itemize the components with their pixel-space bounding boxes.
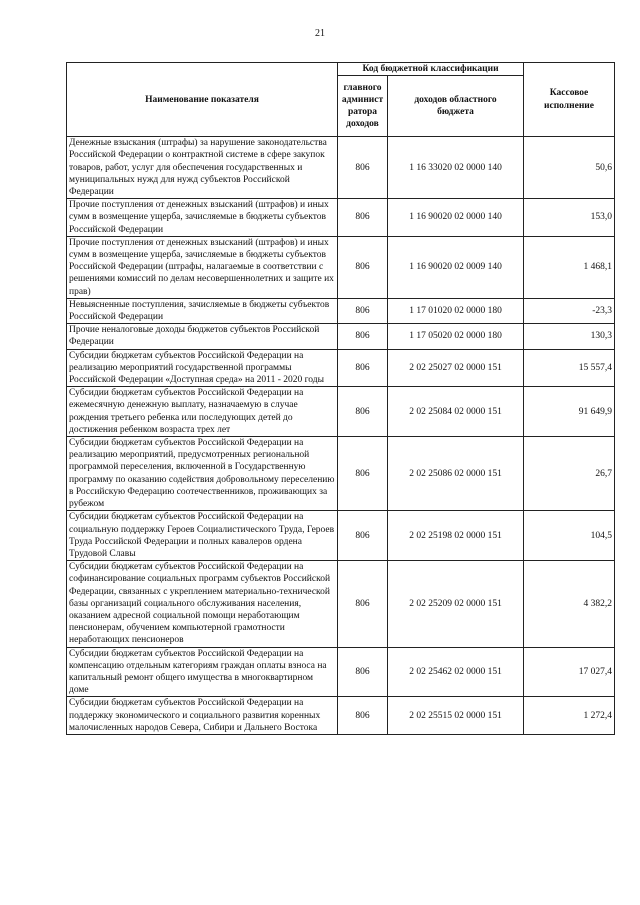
indicator-name-cell: Денежные взыскания (штрафы) за нарушение законодательства Российской Федерации о контрактной системе в сфере закупок товаров, работ, услуг для обеспечения государственных и муниципальных нужд для нужд субъектов Российской Федерации (67, 137, 338, 199)
revenue-code-cell: 1 17 01020 02 0000 180 (388, 298, 524, 323)
revenue-code-cell: 2 02 25515 02 0000 151 (388, 697, 524, 735)
table-row (67, 511, 615, 561)
revenue-code-cell: 2 02 25209 02 0000 151 (388, 561, 524, 647)
page-number: 21 (315, 28, 325, 39)
header-amount-line: исполнение (544, 100, 594, 111)
header-admin-line: ратора (347, 107, 378, 118)
cash-execution-cell: 50,6 (524, 137, 615, 199)
cash-execution-cell: 17 027,4 (524, 647, 615, 697)
indicator-name-cell: Прочие поступления от денежных взысканий (штрафов) и иных сумм в возмещение ущерба, зачисляемые в бюджеты субъектов Российской Федерации (штрафы, налагаемые в соответствии с решениями комиссий по делам несовершеннолетних и защите их прав) (67, 236, 338, 298)
table-row (67, 349, 615, 387)
administrator-code-cell: 806 (338, 697, 388, 735)
cash-execution-cell: 153,0 (524, 199, 615, 237)
header-amount-line: Кассовое (549, 88, 589, 99)
header-budget-classification-code: Код бюджетной классификации (338, 63, 524, 76)
header-code-line: доходов областного (414, 95, 497, 105)
table-row (67, 199, 615, 237)
administrator-code-cell: 806 (338, 561, 388, 647)
revenue-code-cell: 2 02 25086 02 0000 151 (388, 437, 524, 511)
revenue-table (66, 62, 615, 735)
cash-execution-cell: 1 468,1 (524, 236, 615, 298)
administrator-code-cell: 806 (338, 199, 388, 237)
table-row (67, 437, 615, 511)
table-row (67, 298, 615, 323)
indicator-name-cell: Субсидии бюджетам субъектов Российской Федерации на ежемесячную денежную выплату, назначаемую в случае рождения третьего ребенка или последующих детей до достижения ребенком возраста трех лет (67, 387, 338, 437)
cash-execution-cell: 130,3 (524, 324, 615, 349)
administrator-code-cell: 806 (338, 437, 388, 511)
header-admin-line: админист (341, 95, 384, 105)
indicator-name-cell: Субсидии бюджетам субъектов Российской Федерации на компенсацию отдельным категориям граждан оплаты взноса на капитальный ремонт общего имущества в многоквартирном доме (67, 647, 338, 697)
cash-execution-cell: 104,5 (524, 511, 615, 561)
administrator-code-cell: 806 (338, 137, 388, 199)
indicator-name-cell: Невыясненные поступления, зачисляемые в бюджеты субъектов Российской Федерации (67, 298, 338, 323)
administrator-code-cell: 806 (338, 387, 388, 437)
indicator-name-cell: Субсидии бюджетам субъектов Российской Федерации на социальную поддержку Героев Социалистического Труда, Героев Труда Российской Федерации и полных кавалеров ордена Трудовой Славы (67, 511, 338, 561)
cash-execution-cell: 4 382,2 (524, 561, 615, 647)
administrator-code-cell: 806 (338, 236, 388, 298)
administrator-code-cell: 806 (338, 298, 388, 323)
table-row (67, 324, 615, 349)
cash-execution-cell: 26,7 (524, 437, 615, 511)
cash-execution-cell: 1 272,4 (524, 697, 615, 735)
table-row (67, 387, 615, 437)
revenue-code-cell: 1 16 90020 02 0009 140 (388, 236, 524, 298)
table-row (67, 561, 615, 647)
table-row (67, 647, 615, 697)
cash-execution-cell: -23,3 (524, 298, 615, 323)
header-admin-line: главного (343, 82, 382, 93)
indicator-name-cell: Субсидии бюджетам субъектов Российской Федерации на реализацию мероприятий, предусмотренных региональной программой переселения, включенной в Государственную программу по оказанию содействия добровольному переселению в Российскую Федерацию соотечественников, проживающих за рубежом (67, 437, 338, 511)
revenue-code-cell: 2 02 25084 02 0000 151 (388, 387, 524, 437)
administrator-code-cell: 806 (338, 647, 388, 697)
cash-execution-cell: 15 557,4 (524, 349, 615, 387)
revenue-code-cell: 2 02 25027 02 0000 151 (388, 349, 524, 387)
table-row (67, 697, 615, 735)
revenue-code-cell: 2 02 25462 02 0000 151 (388, 647, 524, 697)
table-row (67, 236, 615, 298)
revenue-code-cell: 1 17 05020 02 0000 180 (388, 324, 524, 349)
indicator-name-cell: Прочие поступления от денежных взысканий (штрафов) и иных сумм в возмещение ущерба, зачисляемые в бюджеты субъектов Российской Федерации (67, 199, 338, 237)
revenue-code-cell: 1 16 33020 02 0000 140 (388, 137, 524, 199)
cash-execution-cell: 91 649,9 (524, 387, 615, 437)
indicator-name-cell: Субсидии бюджетам субъектов Российской Федерации на реализацию мероприятий государственной программы Российской Федерации «Доступная среда» на 2011 - 2020 годы (67, 349, 338, 387)
revenue-code-cell: 2 02 25198 02 0000 151 (388, 511, 524, 561)
indicator-name-cell: Субсидии бюджетам субъектов Российской Федерации на поддержку экономического и социального развития коренных малочисленных народов Севера, Сибири и Дальнего Востока (67, 697, 338, 735)
administrator-code-cell: 806 (338, 349, 388, 387)
indicator-name-cell: Субсидии бюджетам субъектов Российской Федерации на софинансирование социальных программ субъектов Российской Федерации, связанных с укреплением материально-технической базы организаций социального обслуживания населения, оказанием адресной социальной помощи неработающим пенсионерам, обучением компьютерной грамотности неработающих пенсионеров (67, 561, 338, 647)
revenue-code-cell: 1 16 90020 02 0000 140 (388, 199, 524, 237)
header-regional-budget-revenue (388, 76, 524, 137)
table-body (67, 137, 615, 735)
table-row (67, 137, 615, 199)
administrator-code-cell: 806 (338, 324, 388, 349)
header-chief-administrator (338, 76, 388, 137)
header-admin-line: доходов (346, 119, 379, 130)
header-code-line: бюджета (437, 107, 474, 118)
header-cash-execution (524, 63, 615, 137)
header-indicator-name: Наименование показателя (67, 63, 338, 137)
indicator-name-cell: Прочие неналоговые доходы бюджетов субъектов Российской Федерации (67, 324, 338, 349)
administrator-code-cell: 806 (338, 511, 388, 561)
